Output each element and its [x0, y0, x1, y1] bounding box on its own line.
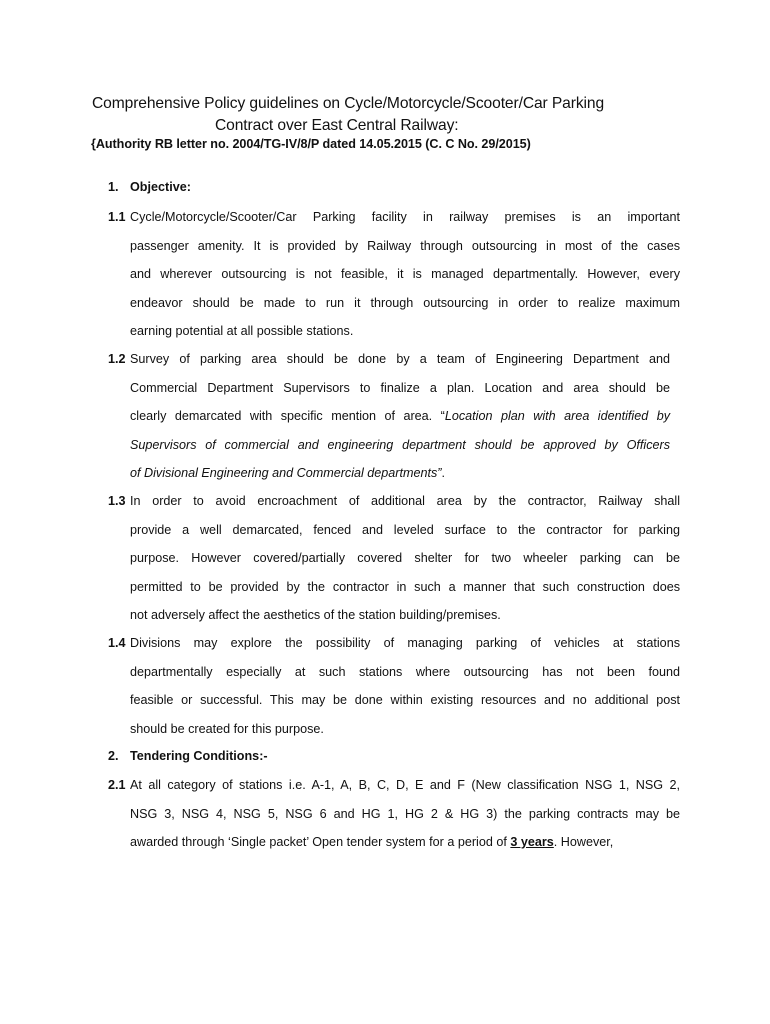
paragraph-number: 1.4	[108, 636, 126, 650]
paragraph-line: At all category of stations i.e. A-1, A, B, C, D, E and F (New classification NSG 1, NSG 2,	[130, 778, 680, 792]
paragraph-line-mixed	[130, 402, 670, 431]
text-segment: .	[441, 466, 445, 480]
italic-text: of Divisional Engineering and Commercial departments”	[130, 466, 442, 480]
paragraph-line: Cycle/Motorcycle/Scooter/Car Parking facility in railway premises is an important	[130, 210, 680, 224]
paragraph-line-mixed	[130, 459, 680, 488]
paragraph-line: permitted to be provided by the contractor in such a manner that such construction does	[130, 579, 680, 594]
paragraph-number: 1.2	[108, 352, 126, 366]
paragraph-line: Divisions may explore the possibility of managing parking of vehicles at stations	[130, 636, 680, 650]
section-heading-objective	[108, 180, 191, 194]
paragraph-line: passenger amenity. It is provided by Railway through outsourcing in most of the cases	[130, 238, 680, 253]
paragraph-line: In order to avoid encroachment of additional area by the contractor, Railway shall	[130, 494, 680, 508]
paragraph-line: provide a well demarcated, fenced and leveled surface to the contractor for parking	[130, 522, 680, 537]
section-heading-tendering	[108, 749, 268, 763]
section-number: 1.	[108, 180, 119, 194]
paragraph-1-1	[108, 203, 680, 346]
authority-reference: {Authority RB letter no. 2004/TG-IV/8/P dated 14.05.2015 (C. C No. 29/2015)	[91, 137, 531, 151]
paragraph-number: 2.1	[108, 778, 126, 792]
title-line-2: Contract over East Central Railway:	[215, 117, 459, 134]
paragraph-line: NSG 3, NSG 4, NSG 5, NSG 6 and HG 1, HG 2 & HG 3) the parking contracts may be	[130, 806, 680, 821]
paragraph-2-1	[108, 771, 680, 857]
paragraph-line: earning potential at all possible stations.	[130, 324, 354, 338]
paragraph-1-2	[108, 345, 680, 488]
paragraph-line: departmentally especially at such stations where outsourcing has not been found	[130, 664, 680, 679]
paragraph-number: 1.1	[108, 210, 126, 224]
paragraph-1-3	[108, 487, 680, 630]
text-segment: awarded through ‘Single packet’ Open tender system for a period of	[130, 835, 511, 849]
paragraph-line: not adversely affect the aesthetics of the station building/premises.	[130, 608, 501, 622]
document-title	[92, 93, 604, 137]
paragraph-line: Survey of parking area should be done by a team of Engineering Department and	[130, 352, 670, 366]
paragraph-number: 1.3	[108, 494, 126, 508]
text-segment: . However,	[553, 835, 614, 849]
paragraph-line: Commercial Department Supervisors to finalize a plan. Location and area should be	[130, 380, 670, 395]
emphasized-duration: 3 years	[510, 835, 554, 849]
section-title: Objective:	[130, 180, 191, 194]
text-segment: clearly demarcated with specific mention of area. “	[130, 409, 445, 423]
paragraph-1-4	[108, 629, 680, 743]
paragraph-line: purpose. However covered/partially covered shelter for two wheeler parking can be	[130, 551, 680, 565]
paragraph-line: endeavor should be made to run it through outsourcing in order to realize maximum	[130, 295, 680, 310]
section-number: 2.	[108, 749, 119, 763]
paragraph-line-mixed	[130, 828, 680, 857]
paragraph-line: should be created for this purpose.	[130, 721, 324, 736]
paragraph-line-italic: Supervisors of commercial and engineering department should be approved by Officers	[130, 437, 670, 452]
section-title: Tendering Conditions:-	[130, 749, 268, 763]
title-line-1: Comprehensive Policy guidelines on Cycle/Motorcycle/Scooter/Car Parking	[92, 95, 605, 112]
paragraph-line: and wherever outsourcing is not feasible, it is managed departmentally. However, every	[130, 267, 680, 281]
italic-text: Location plan with area identified by	[444, 409, 671, 423]
paragraph-line: feasible or successful. This may be done within existing resources and no additional post	[130, 693, 680, 707]
